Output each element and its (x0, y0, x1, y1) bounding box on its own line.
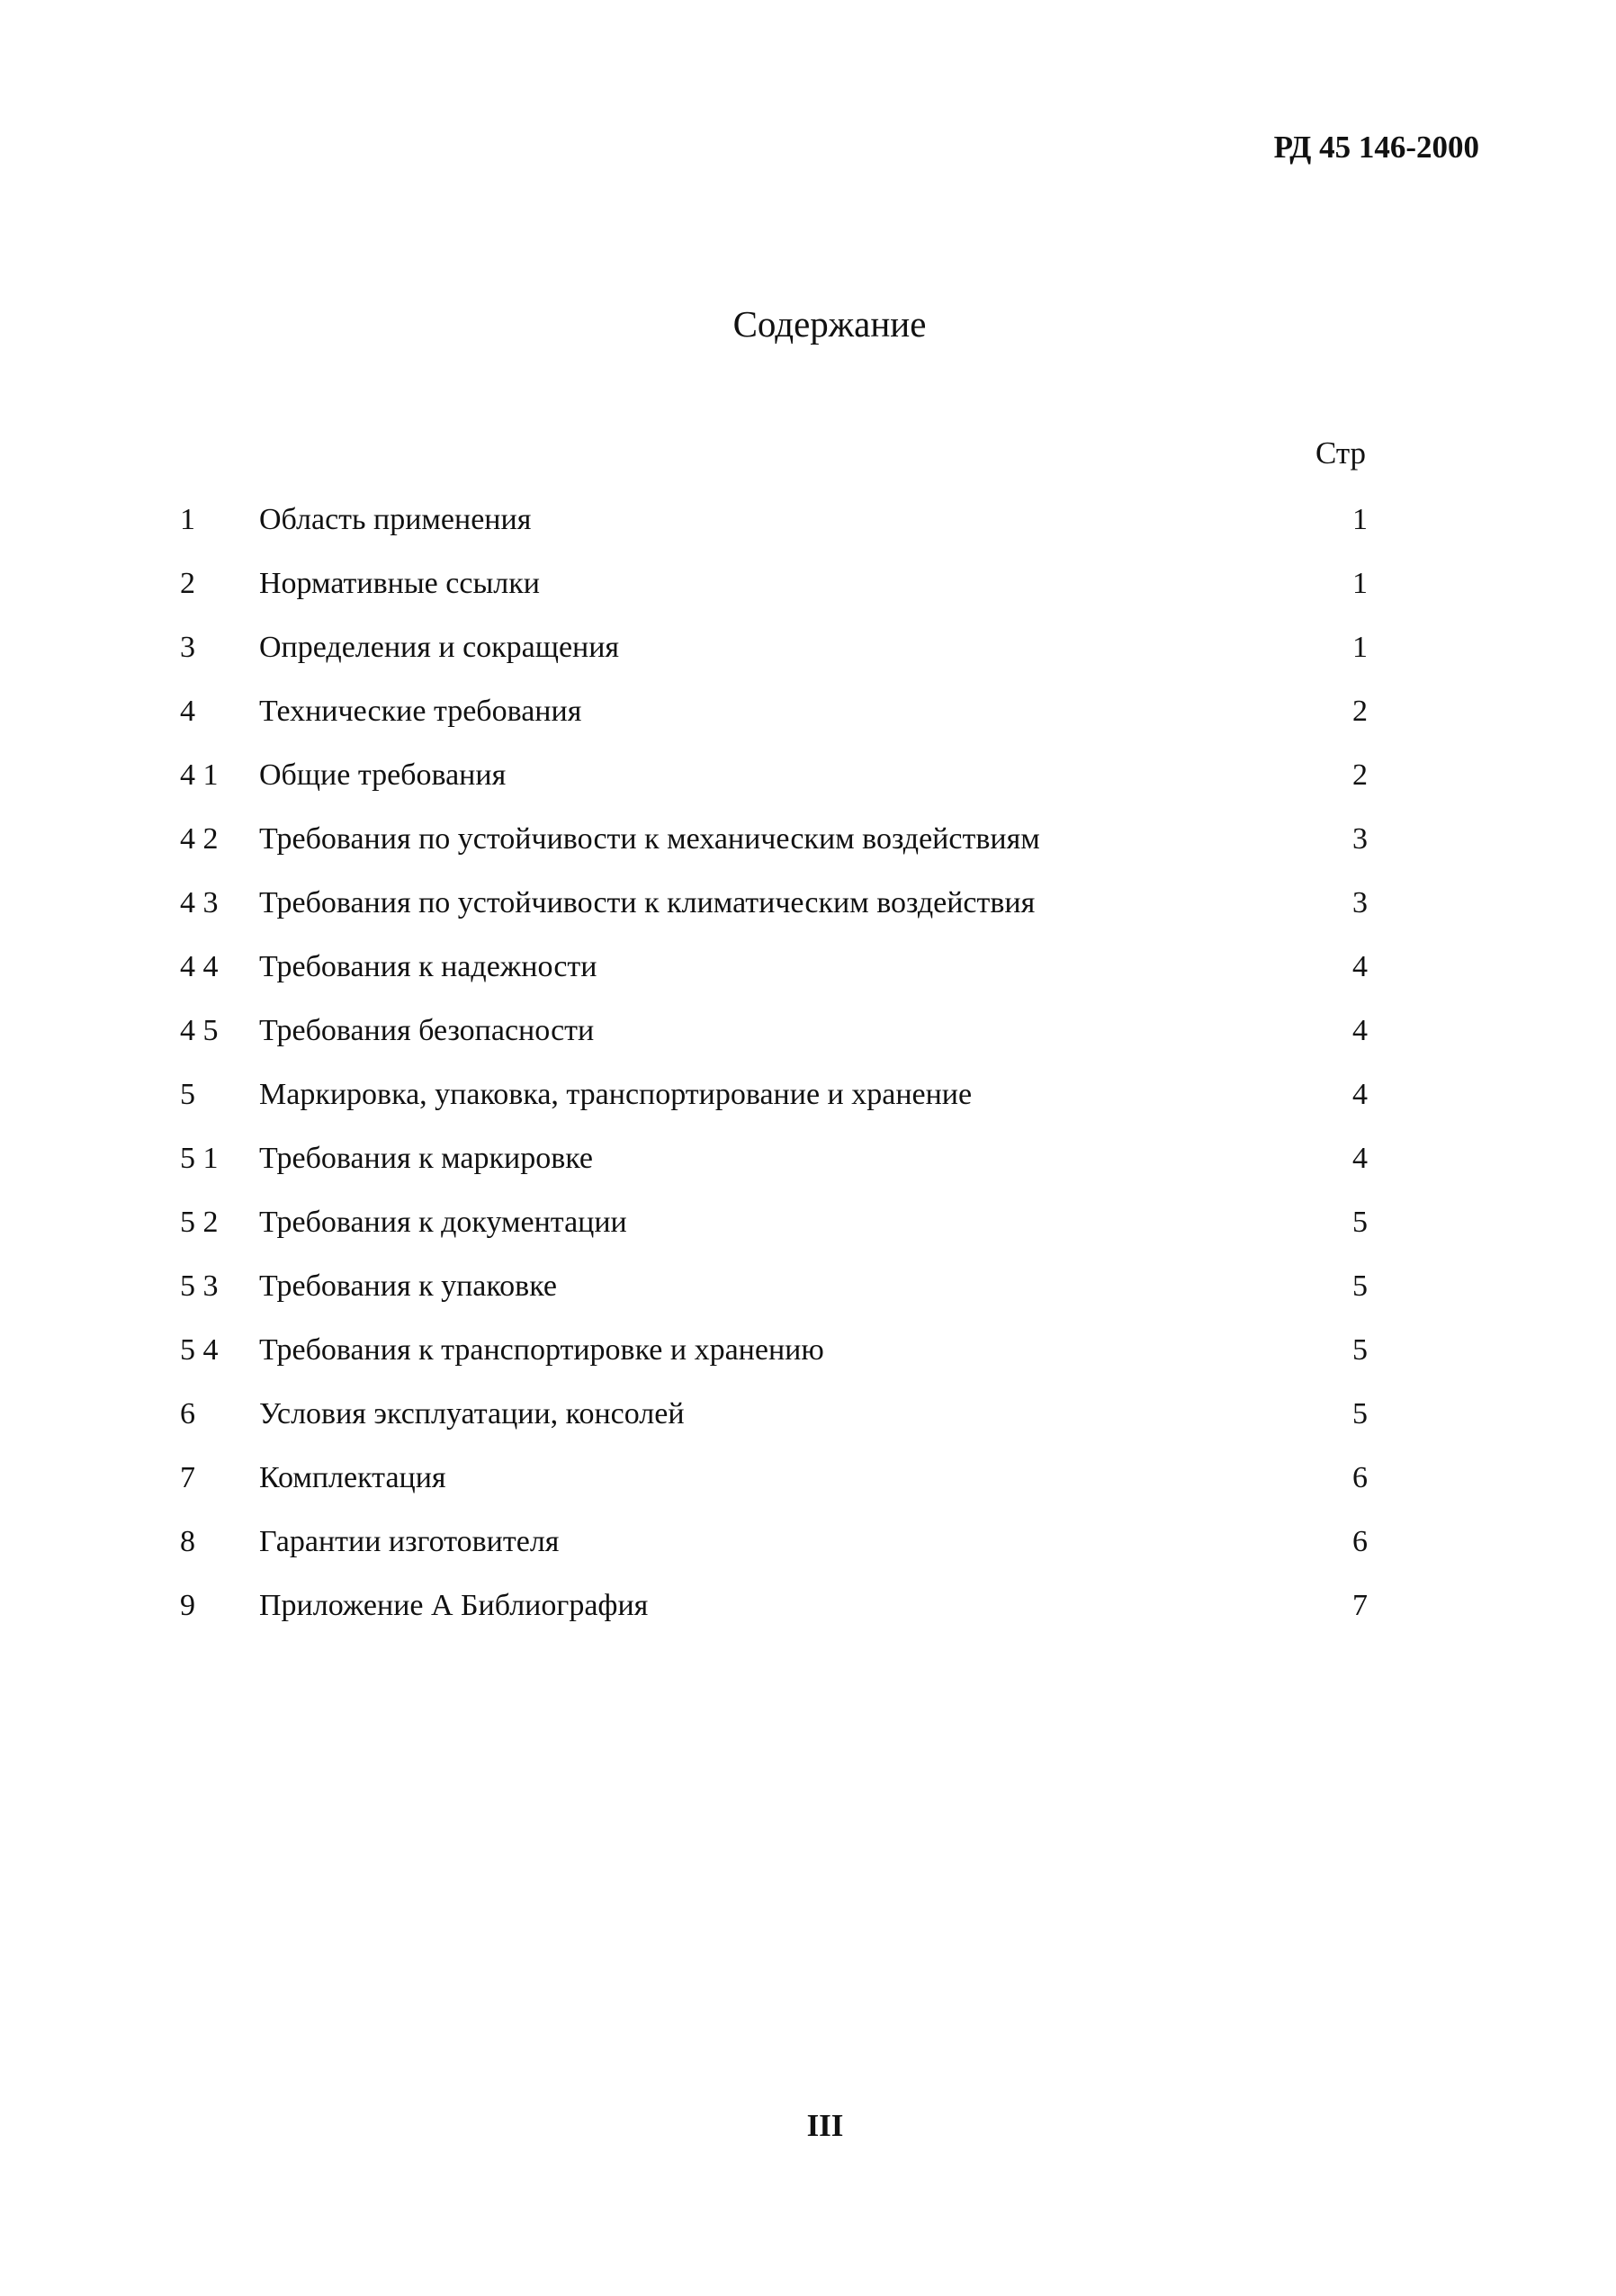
page-number: III (806, 2108, 844, 2143)
toc-entry-number: 5 3 (180, 1269, 219, 1303)
toc-entry-title: Маркировка, упаковка, транспортирование и хранение (259, 1078, 973, 1111)
toc-entry[interactable] (180, 876, 1386, 940)
toc-entry-page: 3 (1352, 822, 1368, 856)
toc-entry-title: Требования к транспортировке и хранению (259, 1333, 824, 1367)
toc-entry[interactable] (180, 1387, 1386, 1451)
toc-entry[interactable] (180, 1260, 1386, 1323)
document-code: РД 45 146-2000 (1273, 130, 1479, 165)
toc-entry-title: Требования к документации (259, 1206, 627, 1239)
toc-entry-number: 5 1 (180, 1142, 219, 1175)
toc-entry[interactable] (180, 812, 1386, 876)
toc-entry[interactable] (180, 685, 1386, 749)
toc-entry-title: Требования безопасности (259, 1014, 595, 1047)
toc-entry-page: 5 (1352, 1206, 1368, 1239)
toc-entry-number: 9 (180, 1589, 195, 1622)
toc-entry-page: 1 (1352, 503, 1368, 536)
toc-entry[interactable] (180, 1004, 1386, 1068)
toc-entry-title: Нормативные ссылки (259, 567, 540, 600)
toc-entry[interactable] (180, 621, 1386, 685)
toc-entry-number: 4 (180, 695, 195, 728)
toc-entry-number: 5 4 (180, 1333, 219, 1367)
toc-entry-title: Требования к надежности (259, 950, 597, 983)
page-column-header: Стр (1315, 435, 1367, 471)
toc-entry-number: 2 (180, 567, 195, 600)
toc-entry-title: Условия эксплуатации, консолей (259, 1397, 685, 1431)
toc-entry-number: 3 (180, 631, 195, 664)
toc-entry-page: 4 (1352, 1142, 1368, 1175)
toc-entry[interactable] (180, 749, 1386, 812)
toc-entry-title: Требования к упаковке (259, 1269, 558, 1303)
toc-entry-page: 7 (1352, 1589, 1368, 1622)
toc-entry-title: Гарантии изготовителя (259, 1525, 560, 1558)
page-title: Содержание (732, 303, 927, 345)
toc-entry-number: 4 1 (180, 758, 219, 792)
toc-entry[interactable] (180, 557, 1386, 621)
table-of-contents (180, 493, 1386, 1643)
toc-entry-number: 7 (180, 1461, 195, 1494)
toc-entry-title: Приложение А Библиография (259, 1589, 649, 1622)
toc-entry-page: 2 (1352, 695, 1368, 728)
toc-entry-page: 5 (1352, 1333, 1368, 1367)
toc-entry-page: 4 (1352, 1014, 1368, 1047)
toc-entry[interactable] (180, 1323, 1386, 1387)
toc-entry[interactable] (180, 1579, 1386, 1643)
toc-entry-number: 4 4 (180, 950, 219, 983)
toc-entry-number: 8 (180, 1525, 195, 1558)
toc-entry-page: 6 (1352, 1461, 1368, 1494)
toc-entry-page: 5 (1352, 1397, 1368, 1431)
toc-entry-number: 4 3 (180, 886, 219, 919)
toc-entry-title: Требования по устойчивости к механическим воздействиям (259, 822, 1040, 856)
toc-entry[interactable] (180, 1451, 1386, 1515)
toc-entry-title: Определения и сокращения (259, 631, 620, 664)
toc-entry-number: 4 2 (180, 822, 219, 856)
toc-entry-number: 5 2 (180, 1206, 219, 1239)
toc-entry-number: 1 (180, 503, 195, 536)
toc-entry-page: 6 (1352, 1525, 1368, 1558)
toc-entry-page: 1 (1352, 567, 1368, 600)
toc-entry-title: Требования к маркировке (259, 1142, 594, 1175)
toc-entry[interactable] (180, 1196, 1386, 1260)
toc-entry-title: Требования по устойчивости к климатическим воздействия (259, 886, 1036, 919)
toc-entry[interactable] (180, 940, 1386, 1004)
toc-entry-page: 1 (1352, 631, 1368, 664)
toc-entry-page: 2 (1352, 758, 1368, 792)
toc-entry-title: Общие требования (259, 758, 507, 792)
toc-entry-page: 4 (1352, 1078, 1368, 1111)
toc-entry-number: 6 (180, 1397, 195, 1431)
toc-entry-number: 4 5 (180, 1014, 219, 1047)
toc-entry-number: 5 (180, 1078, 195, 1111)
toc-entry[interactable] (180, 493, 1386, 557)
toc-entry[interactable] (180, 1515, 1386, 1579)
toc-entry[interactable] (180, 1068, 1386, 1132)
toc-entry-page: 3 (1352, 886, 1368, 919)
toc-entry-title: Технические требования (259, 695, 582, 728)
toc-entry-title: Комплектация (259, 1461, 446, 1494)
toc-entry-page: 4 (1352, 950, 1368, 983)
toc-entry-title: Область применения (259, 503, 532, 536)
toc-entry[interactable] (180, 1132, 1386, 1196)
toc-entry-page: 5 (1352, 1269, 1368, 1303)
